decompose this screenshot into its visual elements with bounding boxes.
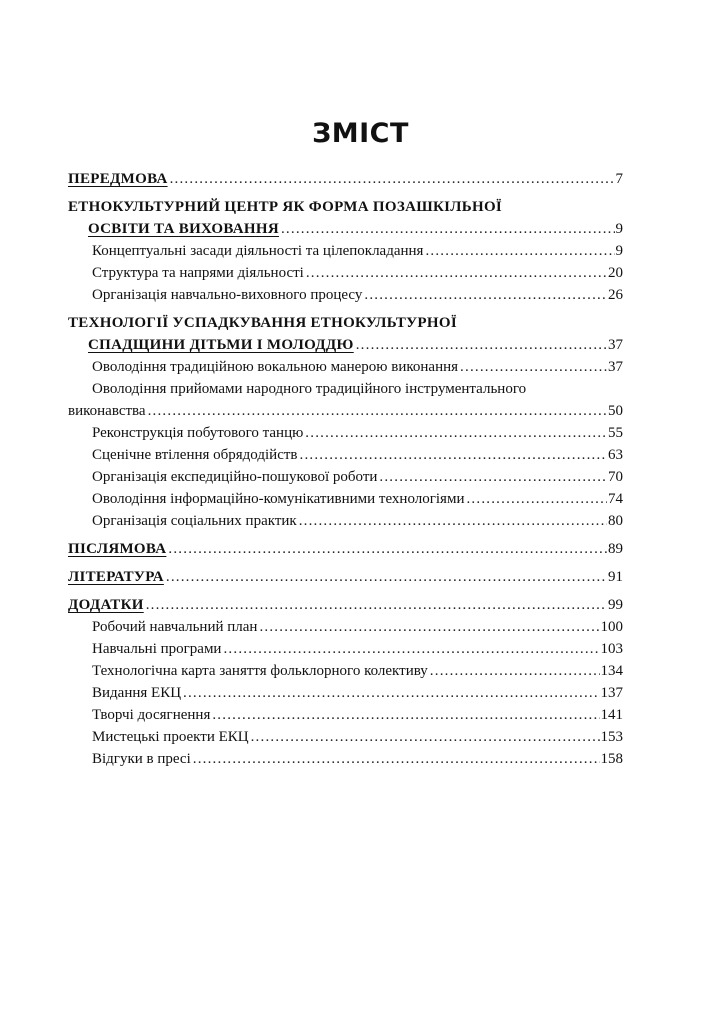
toc-section-heading-line: ТЕХНОЛОГІЇ УСПАДКУВАННЯ ЕТНОКУЛЬТУРНОЇ xyxy=(68,315,457,331)
dot-leader xyxy=(170,168,615,190)
toc-entry-label: ЛІТЕРАТУРА xyxy=(68,569,164,585)
toc-page-number: 80 xyxy=(608,513,623,529)
toc-page-number: 137 xyxy=(600,685,623,701)
toc-subentry xyxy=(68,748,623,770)
toc-subentry xyxy=(68,466,623,488)
toc-entry-label: Сценічне втілення обрядодійств xyxy=(92,447,298,463)
dot-leader xyxy=(183,682,599,704)
toc-entry-label: Організація експедиційно-пошукової роботи xyxy=(92,469,378,485)
dot-leader xyxy=(305,422,607,444)
dot-leader xyxy=(259,616,599,638)
dot-leader xyxy=(168,538,607,560)
toc-entry-label: Структура та напрями діяльності xyxy=(92,265,304,281)
dot-leader xyxy=(299,510,607,532)
page-title: ЗМІСТ xyxy=(312,118,409,149)
toc-entry-label: Технологічна карта заняття фольклорного колективу xyxy=(92,663,428,679)
toc-subentry-line: Оволодіння прийомами народного традиційного інструментального xyxy=(92,381,527,397)
toc-entry-section-1 xyxy=(68,218,623,240)
toc-subentry xyxy=(68,240,623,262)
toc-entry-section-2 xyxy=(68,334,623,356)
toc-entry-label: ПІСЛЯМОВА xyxy=(68,541,167,557)
toc-subentry xyxy=(68,488,623,510)
dot-leader xyxy=(193,748,600,770)
toc-entry-label: Оволодіння інформаційно-комунікативними технологіями xyxy=(92,491,465,507)
dot-leader xyxy=(148,400,607,422)
toc-entry-label: ДОДАТКИ xyxy=(68,597,144,613)
toc-entry-label: ПЕРЕДМОВА xyxy=(68,171,168,187)
toc-entry-label: Організація навчально-виховного процесу xyxy=(92,287,363,303)
toc-page-number: 26 xyxy=(608,287,623,303)
toc-subentry xyxy=(68,638,623,660)
toc-page-number: 103 xyxy=(600,641,623,657)
toc-subentry xyxy=(68,660,623,682)
toc-entry-afterword xyxy=(68,538,623,560)
toc-subentry xyxy=(68,262,623,284)
toc-entry-label: СПАДЩИНИ ДІТЬМИ І МОЛОДДЮ xyxy=(88,337,354,353)
dot-leader xyxy=(364,284,607,306)
dot-leader xyxy=(356,334,607,356)
toc-page-number: 99 xyxy=(608,597,623,613)
toc-entry-label: Організація соціальних практик xyxy=(92,513,297,529)
dot-leader xyxy=(430,660,600,682)
toc-page-number: 9 xyxy=(615,243,623,259)
toc-page-number: 70 xyxy=(608,469,623,485)
toc-entry-foreword xyxy=(68,168,623,190)
toc-page-number: 158 xyxy=(600,751,623,767)
toc-entry-label: Творчі досягнення xyxy=(92,707,211,723)
toc-subentry xyxy=(68,704,623,726)
toc-entry-label: Мистецькі проекти ЕКЦ xyxy=(92,729,249,745)
toc-page-number: 37 xyxy=(608,359,623,375)
dot-leader xyxy=(300,444,608,466)
toc-page-number: 89 xyxy=(608,541,623,557)
toc-entry-label: Видання ЕКЦ xyxy=(92,685,182,701)
dot-leader xyxy=(460,356,607,378)
toc-page-number: 9 xyxy=(615,221,623,237)
dot-leader xyxy=(281,218,615,240)
toc-subentry xyxy=(68,284,623,306)
dot-leader xyxy=(466,488,607,510)
toc-subentry xyxy=(68,356,623,378)
toc-page-number: 55 xyxy=(608,425,623,441)
dot-leader xyxy=(306,262,607,284)
toc-entry-label: Концептуальні засади діяльності та цілепокладання xyxy=(92,243,424,259)
toc-page-number: 63 xyxy=(608,447,623,463)
toc-subentry xyxy=(68,682,623,704)
toc-entry-literature xyxy=(68,566,623,588)
dot-leader xyxy=(251,726,600,748)
toc-page-number: 153 xyxy=(600,729,623,745)
table-of-contents xyxy=(68,168,623,770)
toc-page-number: 50 xyxy=(608,403,623,419)
toc-page-number: 74 xyxy=(608,491,623,507)
toc-entry-label: Реконструкція побутового танцю xyxy=(92,425,304,441)
dot-leader xyxy=(146,594,607,616)
dot-leader xyxy=(166,566,607,588)
toc-entry-label: Відгуки в пресі xyxy=(92,751,191,767)
toc-page-number: 91 xyxy=(608,569,623,585)
toc-entry-label: виконавства xyxy=(68,403,146,419)
toc-subentry xyxy=(68,444,623,466)
toc-page-number: 141 xyxy=(600,707,623,723)
toc-entry-label: Навчальні програми xyxy=(92,641,222,657)
toc-section-heading-line: ЕТНОКУЛЬТУРНИЙ ЦЕНТР ЯК ФОРМА ПОЗАШКІЛЬНОЇ xyxy=(68,199,503,215)
toc-page-number: 100 xyxy=(600,619,623,635)
dot-leader xyxy=(379,466,607,488)
toc-entry-label: Оволодіння традиційною вокальною манерою виконання xyxy=(92,359,459,375)
toc-subentry xyxy=(68,616,623,638)
toc-entry-label: ОСВІТИ ТА ВИХОВАННЯ xyxy=(88,221,279,237)
toc-entry-appendices xyxy=(68,594,623,616)
toc-subentry xyxy=(68,510,623,532)
toc-page-number: 20 xyxy=(608,265,623,281)
toc-subentry xyxy=(68,400,623,422)
toc-subentry xyxy=(68,726,623,748)
dot-leader xyxy=(212,704,599,726)
toc-subentry xyxy=(68,422,623,444)
toc-page-number: 37 xyxy=(608,337,623,353)
toc-page-number: 134 xyxy=(600,663,623,679)
toc-entry-label: Робочий навчальний план xyxy=(92,619,258,635)
dot-leader xyxy=(425,240,614,262)
dot-leader xyxy=(223,638,599,660)
toc-page-number: 7 xyxy=(615,171,623,187)
